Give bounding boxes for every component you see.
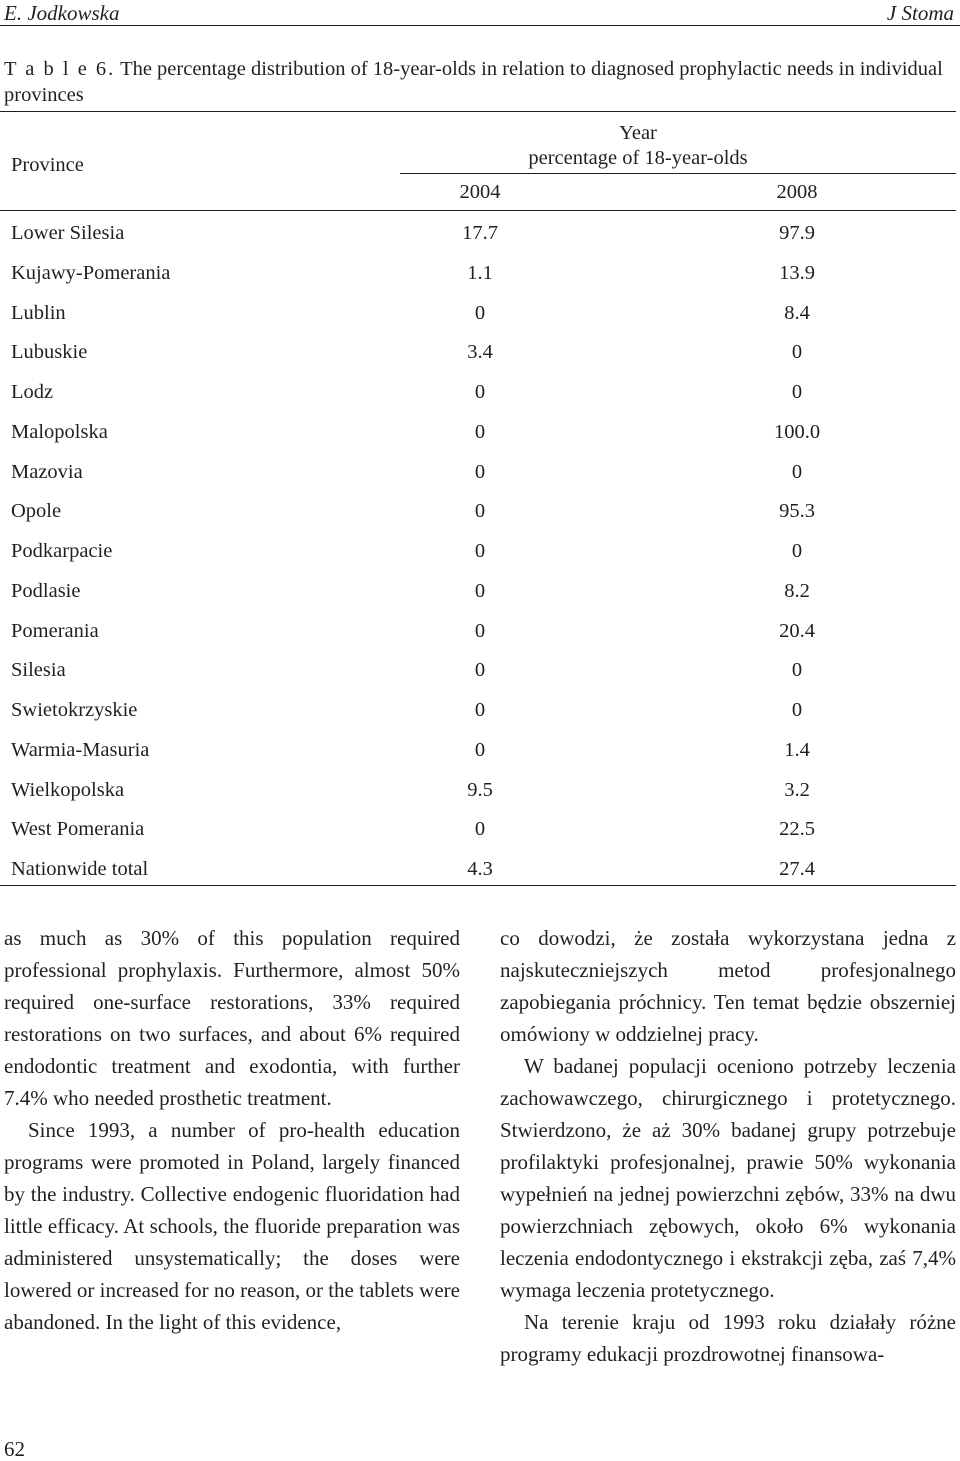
province-cell: Podkarpacie — [11, 540, 113, 562]
value-2008-cell: 0 — [791, 381, 803, 403]
value-2008-cell: 0 — [791, 341, 803, 363]
col-header-year: Year — [619, 122, 657, 144]
paragraph: co dowodzi, że została wykorzystana jedna z najskuteczniejszych metod profesjonalnego zapobiegania próchnicy. Ten temat będzie obszerniej omówiony w oddzielnej pracy. — [500, 926, 956, 1046]
paragraph: W badanej populacji oceniono potrzeby leczenia zachowawczego, chirurgicznego i protetycznego. Stwierdzono, że aż 30% badanej grupy potrzebuje profilaktyki profesjonalnej, prawie 50% wykonania wypełnień na jednej powierzchni zębów, 33% na dwu powierzchniach zębowych, około 6% wykonania leczenia endodontycznego i ekstrakcji zęba, zaś 7,4% wymaga leczenia protetycznego. — [500, 1054, 956, 1302]
value-2008-cell: 13.9 — [779, 262, 815, 284]
value-2004-cell: 0 — [474, 659, 486, 681]
subheader-rule — [400, 173, 956, 174]
col-header-province: Province — [11, 154, 84, 176]
value-2004-cell: 0 — [474, 302, 486, 324]
body-column-left — [4, 922, 460, 1338]
value-2004-cell: 17.7 — [462, 222, 498, 244]
value-2008-cell: 95.3 — [779, 500, 815, 522]
table-bottom-rule — [0, 885, 956, 886]
value-2004-cell: 0 — [474, 500, 486, 522]
province-cell: Mazovia — [11, 461, 83, 483]
province-cell: Swietokrzyskie — [11, 699, 138, 721]
province-cell: Malopolska — [11, 421, 108, 443]
province-cell: Opole — [11, 500, 62, 522]
value-2004-cell: 9.5 — [467, 779, 493, 801]
province-cell: Lubuskie — [11, 341, 88, 363]
value-2008-cell: 20.4 — [779, 620, 815, 642]
value-2008-cell: 1.4 — [784, 739, 810, 761]
col-header-2008: 2008 — [776, 181, 818, 203]
value-2004-cell: 1.1 — [467, 262, 493, 284]
value-2008-cell: 0 — [791, 659, 803, 681]
province-cell: Silesia — [11, 659, 66, 681]
province-cell: Lodz — [11, 381, 54, 403]
header-bottom-rule — [0, 210, 956, 211]
body-column-right — [500, 922, 956, 1370]
header-journal: J Stoma — [886, 1, 954, 25]
province-cell: Lublin — [11, 302, 66, 324]
table-top-rule — [0, 111, 956, 112]
value-2008-cell: 0 — [791, 461, 803, 483]
paragraph: Since 1993, a number of pro-health education programs were promoted in Poland, largely financed by the industry. Collective endogenic fluoridation had little efficacy. At schools, the fluoride preparation was administered unsystematically; the doses were lowered or increased for no reason, or the tablets were abandoned. In the light of this evidence, — [4, 1118, 460, 1334]
province-cell: Lower Silesia — [11, 222, 125, 244]
col-header-2004: 2004 — [459, 181, 501, 203]
value-2008-cell: 100.0 — [773, 421, 821, 443]
value-2004-cell: 0 — [474, 818, 486, 840]
value-2004-cell: 0 — [474, 421, 486, 443]
value-2004-cell: 0 — [474, 580, 486, 602]
value-2004-cell: 3.4 — [467, 341, 493, 363]
value-2004-cell: 0 — [474, 699, 486, 721]
value-2004-cell: 4.3 — [467, 858, 493, 880]
table-caption-text: The percentage distribution of 18-year-olds in relation to diagnosed prophylactic needs in individual provinces — [4, 58, 943, 106]
value-2008-cell: 3.2 — [784, 779, 810, 801]
paragraph: as much as 30% of this population required professional prophylaxis. Furthermore, almost 50% required one-surface restorations, 33% required restorations on two surfaces, and about 6% required endodontic treatment and exodontia, with further 7.4% who needed prosthetic treatment. — [4, 926, 460, 1110]
province-cell: West Pomerania — [11, 818, 145, 840]
value-2008-cell: 8.2 — [784, 580, 810, 602]
value-2008-cell: 27.4 — [779, 858, 815, 880]
value-2004-cell: 0 — [474, 461, 486, 483]
value-2008-cell: 8.4 — [784, 302, 810, 324]
paragraph: Na terenie kraju od 1993 roku działały różne programy edukacji prozdrowotnej finansowa- — [500, 1310, 956, 1366]
value-2008-cell: 97.9 — [779, 222, 815, 244]
col-header-percentage: percentage of 18-year-olds — [528, 147, 748, 169]
value-2004-cell: 0 — [474, 540, 486, 562]
value-2004-cell: 0 — [474, 381, 486, 403]
header-rule — [0, 25, 960, 26]
table-caption — [4, 56, 954, 108]
value-2008-cell: 0 — [791, 699, 803, 721]
value-2004-cell: 0 — [474, 620, 486, 642]
value-2008-cell: 22.5 — [779, 818, 815, 840]
province-cell: Pomerania — [11, 620, 99, 642]
province-cell: Wielkopolska — [11, 779, 125, 801]
value-2008-cell: 0 — [791, 540, 803, 562]
province-cell: Warmia-Masuria — [11, 739, 150, 761]
province-cell: Nationwide total — [11, 858, 149, 880]
province-cell: Podlasie — [11, 580, 81, 602]
header-author: E. Jodkowska — [4, 1, 120, 25]
value-2004-cell: 0 — [474, 739, 486, 761]
table-caption-label: T a b l e 6. — [4, 58, 116, 80]
page-number: 62 — [4, 1437, 25, 1461]
province-cell: Kujawy-Pomerania — [11, 262, 171, 284]
